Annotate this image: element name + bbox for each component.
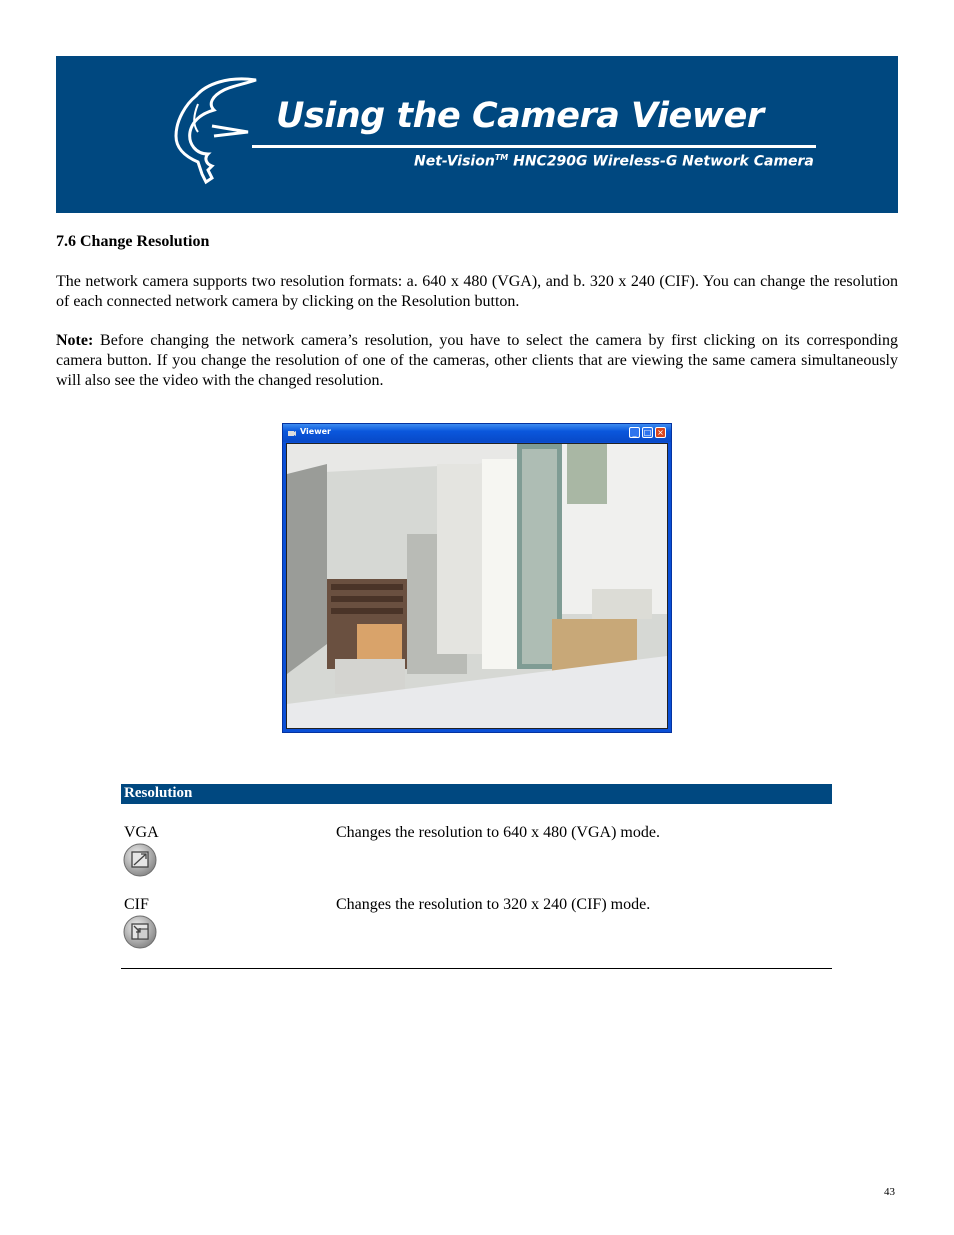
close-button[interactable]: × (655, 427, 666, 438)
camera-icon (287, 428, 297, 438)
banner-title: Using the Camera Viewer (276, 96, 764, 136)
bird-head-logo (168, 74, 258, 189)
note-paragraph (56, 331, 898, 391)
resolution-table-header (121, 784, 832, 804)
section-heading: 7.6 Change Resolution (56, 233, 210, 250)
resolution-header-label: Resolution (124, 785, 193, 801)
note-text: Before changing the network camera’s resolution, you have to select the camera by first clicking on its corresponding camera button. If you change the resolution of one of the cameras, other clients that are viewing the same camera simultaneously will also see the video with the changed resolution. (56, 332, 898, 389)
maximize-button[interactable]: □ (643, 428, 652, 437)
cif-description: Changes the resolution to 320 x 240 (CIF) mode. (336, 896, 651, 913)
cif-label: CIF (124, 896, 149, 913)
vga-resolution-icon[interactable] (123, 843, 157, 877)
office-scene-image (287, 444, 667, 728)
vga-label: VGA (124, 824, 159, 841)
product-name: HNC290G Wireless-G Network Camera (508, 153, 814, 170)
viewer-titlebar[interactable] (283, 424, 671, 442)
page-number: 43 (884, 1186, 895, 1198)
brand-name: Net-Vision (414, 153, 495, 170)
camera-video-frame (286, 443, 668, 729)
cif-resolution-icon[interactable] (123, 915, 157, 949)
viewer-title: Viewer (300, 427, 331, 436)
header-banner (56, 56, 898, 213)
banner-subtitle (414, 153, 814, 170)
banner-divider (252, 145, 816, 148)
vga-description: Changes the resolution to 640 x 480 (VGA) mode. (336, 824, 660, 841)
intro-paragraph: The network camera supports two resolution formats: a. 640 x 480 (VGA), and b. 320 x 240 (CIF). You can change the resolution of each connected network camera by clicking on the Resolution button. (56, 273, 898, 310)
trademark: TM (494, 153, 509, 162)
minimize-button[interactable]: _ (629, 427, 640, 438)
table-bottom-rule (121, 968, 832, 969)
note-label: Note: (56, 332, 94, 349)
viewer-window (282, 423, 672, 733)
